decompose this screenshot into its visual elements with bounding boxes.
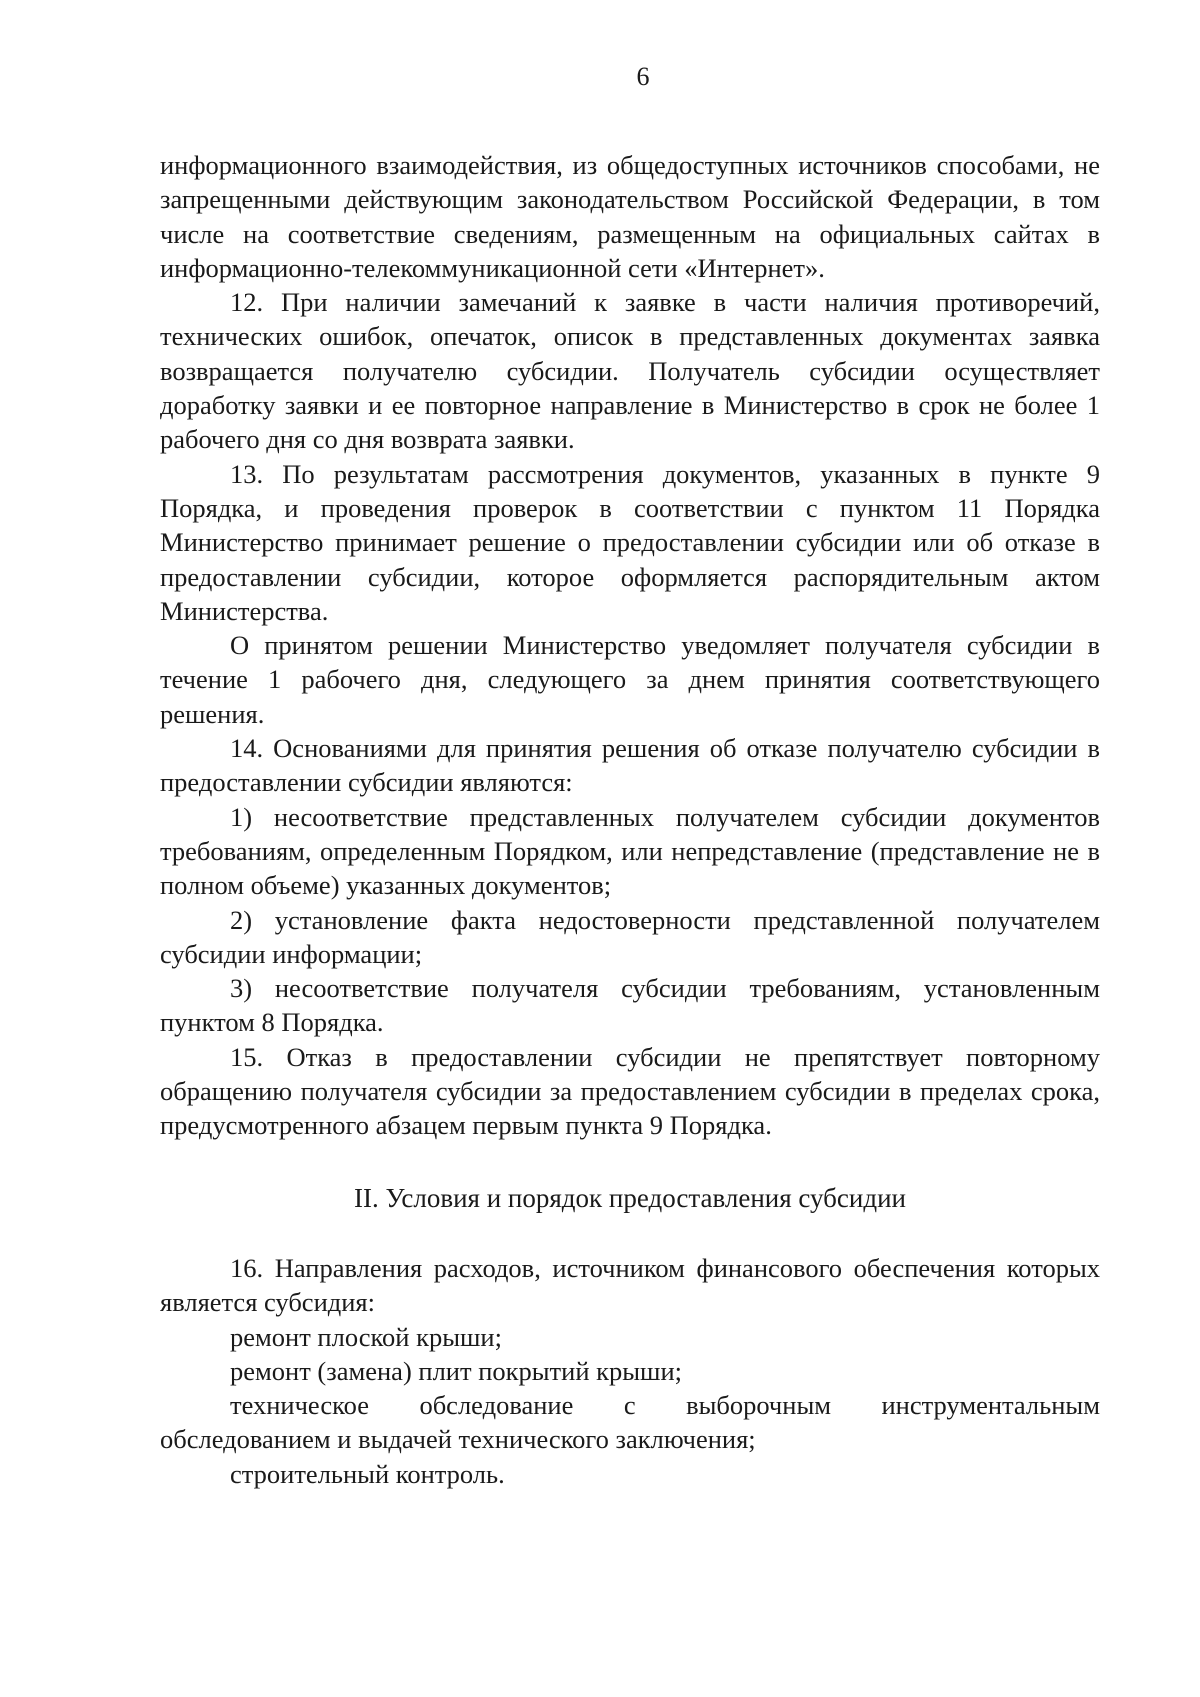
section-heading: II. Условия и порядок предоставления субсидии — [354, 1182, 906, 1213]
paragraph-13-notice: О принятом решении Министерство уведомляет получателя субсидии в течение 1 рабочего дня, следующего за днем принятия соответствующего решения. — [160, 630, 1100, 729]
paragraph-continuation: информационного взаимодействия, из общедоступных источников способами, не запрещенными действующим законодательством Российской Федерации, в том числе на соответствие сведениям, размещенным на официальных сайтах в информационно-телекоммуникационной сети «Интернет». — [160, 150, 1100, 283]
paragraph-13: 13. По результатам рассмотрения документов, указанных в пункте 9 Порядка, и проведения проверок в соответствии с пунктом 11 Порядка Министерство принимает решение о предоставлении субсидии или об отказе в предоставлении субсидии, которое оформляется распорядительным актом Министерства. — [160, 458, 1100, 626]
expense-item-slab-replacement: ремонт (замена) плит покрытий крыши; — [230, 1355, 683, 1386]
page-number: 6 — [636, 62, 650, 91]
expense-item-roof-repair: ремонт плоской крыши; — [230, 1321, 502, 1352]
document-body — [160, 148, 1100, 1491]
refusal-ground-3: 3) несоответствие получателя субсидии требованиям, установленным пунктом 8 Порядка. — [160, 973, 1100, 1038]
refusal-ground-2: 2) установление факта недостоверности представленной получателем субсидии информации; — [160, 904, 1100, 969]
paragraph-12: 12. При наличии замечаний к заявке в части наличия противоречий, технических ошибок, опечаток, описок в представленных документах заявка возвращается получателю субсидии. Получатель субсидии осуществляет доработку заявки и ее повторное направление в Министерство в срок не более 1 рабочего дня со дня возврата заявки. — [160, 287, 1100, 455]
paragraph-15: 15. Отказ в предоставлении субсидии не препятствует повторному обращению получателя субсидии за предоставлением субсидии в пределах срока, предусмотренного абзацем первым пункта 9 Порядка. — [160, 1041, 1100, 1141]
paragraph-16: 16. Направления расходов, источником финансового обеспечения которых является субсидия: — [160, 1252, 1100, 1318]
expense-item-technical-inspection: техническое обследование с выборочным инструментальным обследованием и выдачей технического заключения; — [160, 1390, 1100, 1455]
refusal-ground-1: 1) несоответствие представленных получателем субсидии документов требованиям, определенным Порядком, или непредставление (представление не в полном объеме) указанных документов; — [160, 801, 1100, 901]
paragraph-14: 14. Основаниями для принятия решения об отказе получателю субсидии в предоставлении субсидии являются: — [160, 733, 1100, 798]
expense-item-construction-control: строительный контроль. — [230, 1458, 505, 1489]
